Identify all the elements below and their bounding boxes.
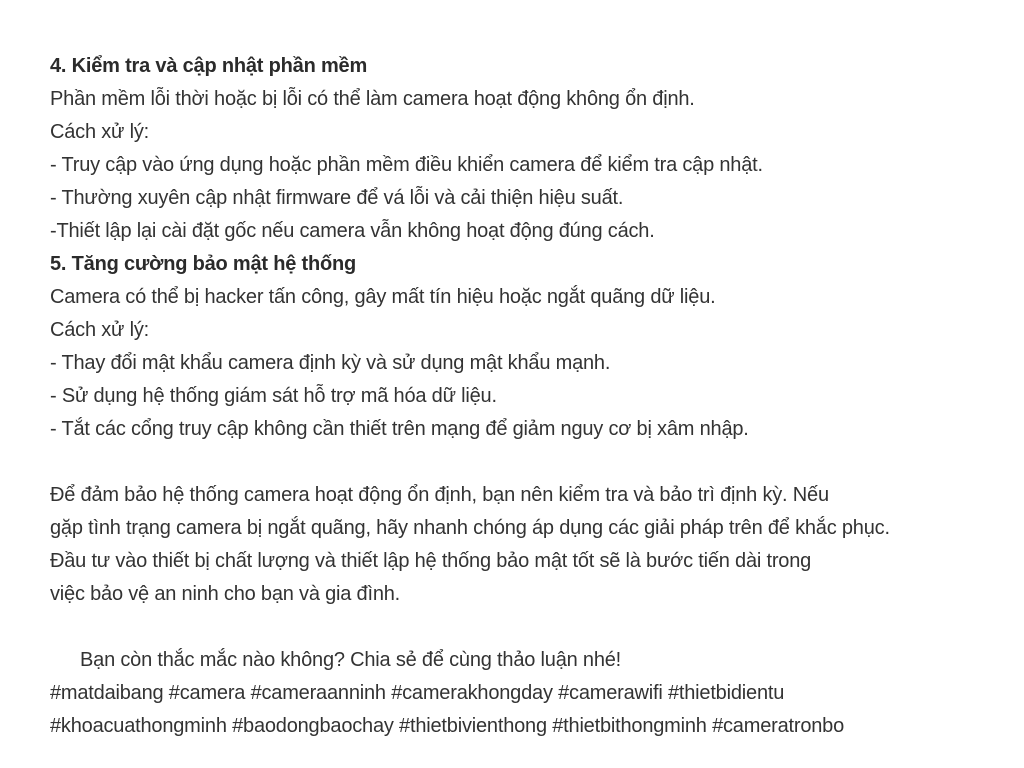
section-5-step: - Sử dụng hệ thống giám sát hỗ trợ mã hóa dữ liệu.	[50, 385, 497, 407]
section-5-step: - Thay đổi mật khẩu camera định kỳ và sử dụng mật khẩu mạnh.	[50, 352, 611, 374]
conclusion-line: Để đảm bảo hệ thống camera hoạt động ổn định, bạn nên kiểm tra và bảo trì định kỳ. Nếu	[50, 484, 829, 506]
conclusion-line: việc bảo vệ an ninh cho bạn và gia đình.	[50, 583, 401, 605]
hashtag-line: #matdaibang #camera #cameraanninh #camerakhongday #camerawifi #thietbidientu	[50, 682, 785, 704]
section-4-step: -Thiết lập lại cài đặt gốc nếu camera vẫn không hoạt động đúng cách.	[50, 220, 655, 242]
conclusion-line: gặp tình trạng camera bị ngắt quãng, hãy nhanh chóng áp dụng các giải pháp trên để khắc phục.	[50, 517, 890, 539]
conclusion-line: Đầu tư vào thiết bị chất lượng và thiết lập hệ thống bảo mật tốt sẽ là bước tiến dài trong	[50, 550, 812, 572]
section-5-description: Camera có thể bị hacker tấn công, gây mất tín hiệu hoặc ngắt quãng dữ liệu.	[50, 286, 716, 308]
section-4-description: Phần mềm lỗi thời hoặc bị lỗi có thể làm camera hoạt động không ổn định.	[50, 88, 695, 110]
document-body	[50, 50, 1010, 743]
hashtag-line: #khoacuathongminh #baodongbaochay #thietbivienthong #thietbithongminh #cameratronbo	[50, 715, 845, 737]
section-4-heading: 4. Kiểm tra và cập nhật phần mềm	[50, 55, 368, 77]
section-5-heading: 5. Tăng cường bảo mật hệ thống	[50, 253, 357, 275]
section-4-step: - Thường xuyên cập nhật firmware để vá lỗi và cải thiện hiệu suất.	[50, 187, 624, 209]
section-4-handling-label: Cách xử lý:	[50, 121, 149, 143]
closing-question: Bạn còn thắc mắc nào không? Chia sẻ để cùng thảo luận nhé!	[80, 649, 622, 671]
section-5-handling-label: Cách xử lý:	[50, 319, 149, 341]
blank-line	[50, 446, 1010, 479]
section-4-step: - Truy cập vào ứng dụng hoặc phần mềm điều khiển camera để kiểm tra cập nhật.	[50, 154, 763, 176]
blank-line	[50, 611, 1010, 644]
section-5-step: - Tắt các cổng truy cập không cần thiết trên mạng để giảm nguy cơ bị xâm nhập.	[50, 418, 749, 440]
